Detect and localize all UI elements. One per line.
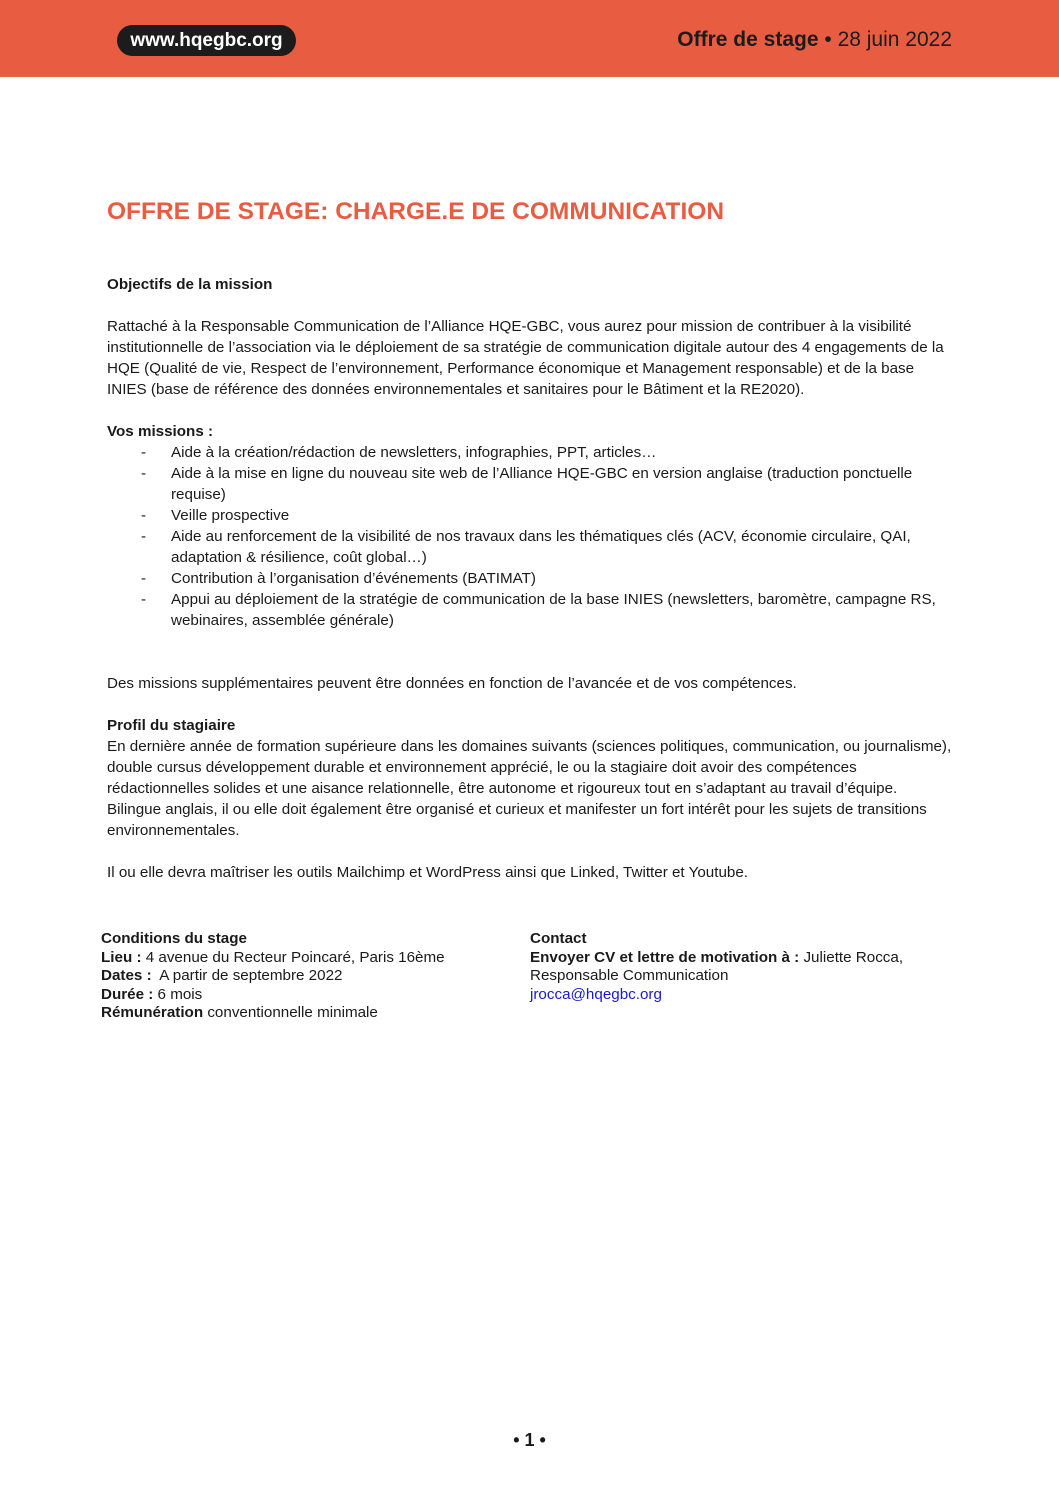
list-item [107,568,955,589]
duree-label: Durée : [101,985,154,1003]
missions-list [107,442,955,631]
profil-heading: Profil du stagiaire [107,717,236,734]
mission-text: Contribution à l’organisation d’événements (BATIMAT) [171,570,536,587]
list-item [107,505,955,526]
duree-value: 6 mois [153,985,203,1003]
contact-role: Responsable Communication [530,967,729,985]
page-title: OFFRE DE STAGE: CHARGE.E DE COMMUNICATION [107,198,725,225]
header-date: 28 juin 2022 [837,28,952,51]
contact-block [530,930,950,1004]
mission-text: Aide à la création/rédaction de newsletters, infographies, PPT, articles… [171,444,657,461]
mission-text: Appui au déploiement de la stratégie de communication de la base INIES (newsletters, baromètre, campagne RS, webinaires, assemblée générale) [171,591,936,629]
dash-bullet: - [141,465,147,482]
website-badge[interactable]: www.hqegbc.org [117,25,296,56]
conditions-block [101,930,521,1023]
envoyer-line [530,949,950,968]
remuneration-line [101,1004,521,1023]
header-bullet: • [824,28,832,51]
lieu-line [101,949,521,968]
mission-text: Aide au renforcement de la visibilité de nos travaux dans les thématiques clés (ACV, économie circulaire, QAI, adaptation & résilience, coût global…) [171,528,911,566]
remuneration-label: Rémunération [101,1004,204,1022]
supplementary-missions: Des missions supplémentaires peuvent être données en fonction de l’avancée et de vos compétences. [107,675,797,692]
dates-label: Dates : [101,967,152,985]
contact-email-link[interactable]: jrocca@hqegbc.org [530,985,662,1003]
duree-line [101,986,521,1005]
dash-bullet: - [141,570,147,587]
header-bar [0,0,1059,77]
mission-text: Aide à la mise en ligne du nouveau site web de l’Alliance HQE-GBC en version anglaise (traduction ponctuelle requise) [171,465,913,503]
remuneration-value: conventionnelle minimale [203,1004,378,1022]
mission-text: Veille prospective [171,507,290,524]
list-item [107,463,955,505]
page-number: • 1 • [513,1430,546,1450]
doc-type-label: Offre de stage [677,28,819,51]
objectifs-text: Rattaché à la Responsable Communication de l’Alliance HQE-GBC, vous aurez pour mission de contribuer à la visibilité institutionnelle de l’association via le déploiement de sa stratégie de communication digitale autour des 4 engagements de la HQE (Qualité de vie, Respect de l’environnement, Performance économique et Management responsable) et de la base INIES (base de référence des données environnementales et sanitaires pour le Bâtiment et la RE2020). [107,318,944,398]
contact-heading: Contact [530,930,587,947]
list-item [107,526,955,568]
contact-name: Juliette Rocca, [799,948,904,966]
main-content [107,274,955,883]
objectifs-heading: Objectifs de la mission [107,276,273,293]
conditions-heading: Conditions du stage [101,930,247,947]
dash-bullet: - [141,591,147,608]
list-item [107,589,955,631]
dates-value: A partir de septembre 2022 [151,967,343,985]
dates-line [101,967,521,986]
dash-bullet: - [141,507,147,524]
lieu-value: 4 avenue du Recteur Poincaré, Paris 16ème [141,948,445,966]
envoyer-label: Envoyer CV et lettre de motivation à : [530,948,800,966]
profil-text: En dernière année de formation supérieure dans les domaines suivants (sciences politiques, communication, ou journalisme), double cursus développement durable et environnement apprécié, le ou la stagiaire doit avoir des compétences rédactionnelles solides et une aisance relationnelle, être autonome et rigoureux tout en s’adaptant au travail d’équipe. Bilingue anglais, il ou elle doit également être organisé et curieux et manifester un fort intérêt pour les sujets de transitions environnementales. [107,738,952,839]
dash-bullet: - [141,444,147,461]
list-item [107,442,955,463]
dash-bullet: - [141,528,147,545]
missions-heading: Vos missions : [107,423,214,440]
tools-text: Il ou elle devra maîtriser les outils Mailchimp et WordPress ainsi que Linked, Twitter et Youtube. [107,864,749,881]
header-info [677,26,952,54]
lieu-label: Lieu : [101,948,142,966]
